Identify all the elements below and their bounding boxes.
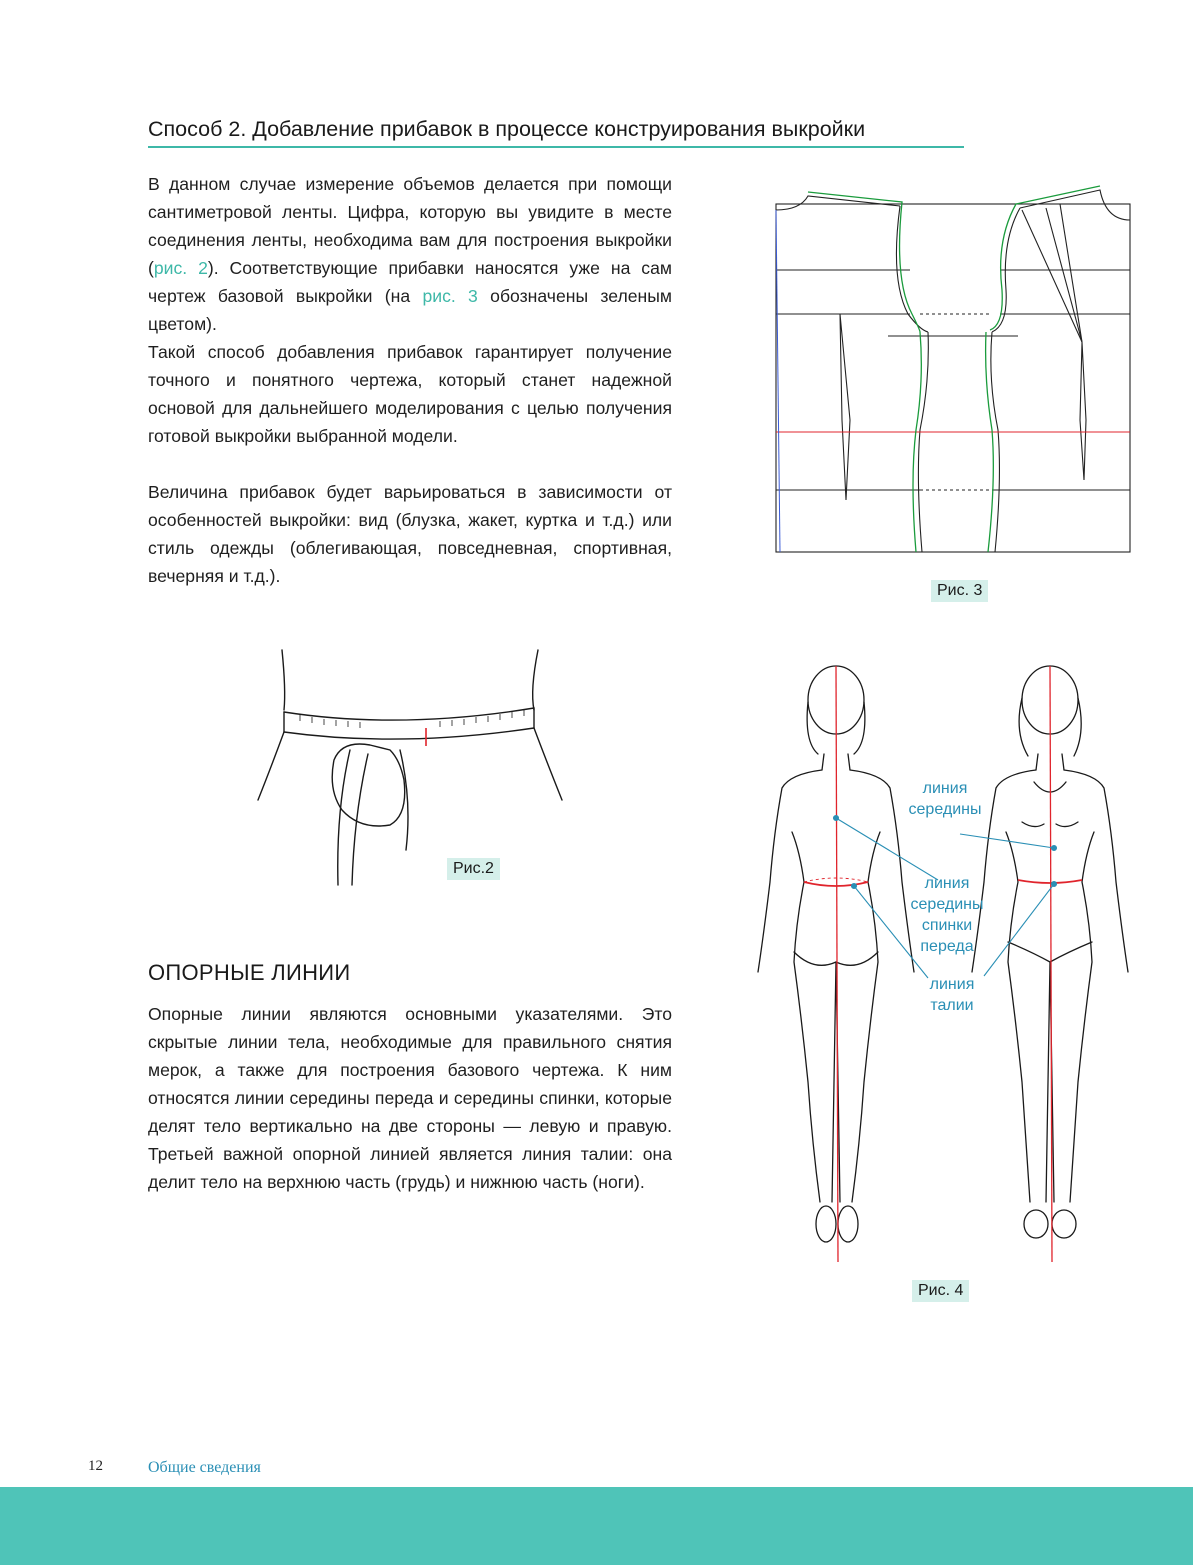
fig3-caption: Рис. 3 (931, 580, 988, 602)
section-title: Способ 2. Добавление прибавок в процессе конструирования выкройки (148, 117, 866, 141)
fig2-reference-link[interactable]: рис. 2 (153, 258, 208, 278)
label-back-front-text: линия середины спинки переда (910, 875, 984, 955)
intro-text-a: В данном случае измерение объемов делается при помощи сантиметровой ленты. Цифра, которую вы увидите в месте соединения ленты, необходима вам для построения выкройки ( (148, 174, 672, 278)
label-waist-line-text: линия талии (929, 976, 975, 1014)
intro-paragraph-2: Такой способ добавления прибавок гарантирует получение точного и понятного чертежа, который станет надежной основой для дальнейшего моделирования с целью получения готовой выкройки выбранной модели. (148, 342, 672, 446)
footer-band (0, 1487, 1193, 1565)
label-waist-line (900, 974, 1004, 1016)
label-back-front-center (898, 873, 996, 957)
fig4-body-reference-lines (752, 662, 1132, 1267)
intro-text-c: обозначены зеленым цветом). (148, 286, 672, 334)
label-center-line-text: линия середины (908, 780, 982, 818)
reference-lines-heading: ОПОРНЫЕ ЛИНИИ (148, 960, 351, 985)
label-center-line (890, 778, 1000, 820)
intro-paragraph-3: Величина прибавок будет варьироваться в зависимости от особенностей выкройки: вид (блузка, жакет, куртка и т.д.) или стиль одежды (облегивающая, повседневная, спортивная, вечерняя и т.д.). (148, 482, 672, 586)
chapter-title: Общие сведения (148, 1459, 261, 1476)
reference-lines-paragraph: Опорные линии являются основными указателями. Это скрытые линии тела, необходимые для правильного снятия мерок, а также для построения базового чертежа. К ним относятся линии середины переда и середины спинки, которые делят тело вертикально на две стороны — левую и правую. Третьей важной опорной линией является линия талии: она делит тело на верхнюю часть (грудь) и нижнюю часть (ноги). (148, 1004, 672, 1192)
section-divider (148, 146, 964, 148)
fig3-reference-link[interactable]: рис. 3 (422, 286, 478, 306)
fig4-caption: Рис. 4 (912, 1280, 969, 1302)
fig3-pattern-draft (770, 180, 1140, 560)
intro-paragraph-1 (148, 170, 672, 338)
fig2-caption: Рис.2 (447, 858, 500, 880)
fig2-waist-measurement (250, 650, 570, 900)
page-number: 12 (88, 1458, 103, 1474)
intro-text-b: ). Соответствующие прибавки наносятся уже на сам чертеж базовой выкройки (на (148, 258, 672, 306)
